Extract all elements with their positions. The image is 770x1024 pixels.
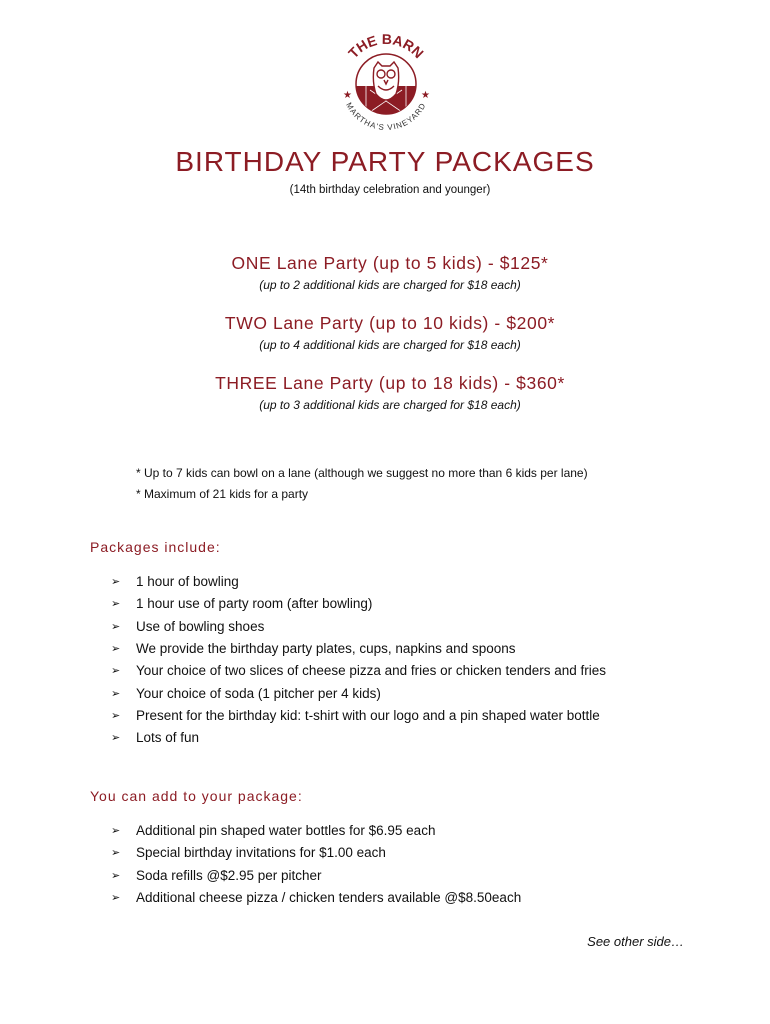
page-title: BIRTHDAY PARTY PACKAGES [175,146,595,177]
logo-bottom-text: MARTHA'S VINEYARD [344,100,428,133]
list-item-text: Soda refills @$2.95 per pitcher [136,867,322,883]
package-name: ONE Lane Party (up to 5 kids) - $125* [231,253,549,273]
arrow-bullet-icon: ➢ [111,576,121,589]
list-item [111,887,521,909]
list-item [111,727,606,749]
addons-list [111,820,521,909]
list-item [111,865,521,887]
includes-heading: Packages include: [90,539,221,555]
list-item-text: 1 hour use of party room (after bowling) [136,596,373,612]
arrow-bullet-icon: ➢ [111,892,121,905]
package-note: (up to 4 additional kids are charged for $18 each) [259,338,521,352]
package-note: (up to 2 additional kids are charged for $18 each) [259,278,521,292]
list-item-text: 1 hour of bowling [136,574,239,590]
barn-logo [330,28,442,140]
note-line: * Up to 7 kids can bowl on a lane (although we suggest no more than 6 kids per lane) [136,466,588,480]
owl-icon [373,62,398,100]
package-two-lane [0,313,770,352]
arrow-bullet-icon: ➢ [111,709,121,722]
list-item [111,682,606,704]
list-item [111,820,521,842]
list-item [111,638,606,660]
list-item [111,616,606,638]
list-item-text: Your choice of soda (1 pitcher per 4 kids) [136,685,381,701]
list-item-text: We provide the birthday party plates, cups, napkins and spoons [136,641,516,657]
arrow-bullet-icon: ➢ [111,643,121,656]
arrow-bullet-icon: ➢ [111,665,121,678]
party-notes [136,463,588,505]
list-item [111,705,606,727]
arrow-bullet-icon: ➢ [111,825,121,838]
arrow-bullet-icon: ➢ [111,869,121,882]
list-item [111,571,606,593]
list-item-text: Your choice of two slices of cheese pizza and fries or chicken tenders and fries [136,663,607,679]
see-other-side-note: See other side… [587,934,684,949]
arrow-bullet-icon: ➢ [111,620,121,633]
list-item-text: Use of bowling shoes [136,618,265,634]
list-item-text: Lots of fun [136,730,200,746]
package-note: (up to 3 additional kids are charged for $18 each) [259,398,521,412]
arrow-bullet-icon: ➢ [111,847,121,860]
list-item-text: Present for the birthday kid: t-shirt with our logo and a pin shaped water bottle [136,707,600,723]
logo-top-text: THE BARN [345,30,427,62]
list-item [111,842,521,864]
star-icon: ★ [343,90,352,101]
includes-list [111,571,606,749]
star-icon: ★ [421,90,430,101]
addons-heading: You can add to your package: [90,788,303,804]
list-item-text: Additional pin shaped water bottles for $6.95 each [136,823,436,839]
arrow-bullet-icon: ➢ [111,687,121,700]
package-name: TWO Lane Party (up to 10 kids) - $200* [224,313,556,333]
list-item-text: Additional cheese pizza / chicken tenders available @$8.50each [136,890,522,906]
page-subtitle: (14th birthday celebration and younger) [289,184,491,196]
arrow-bullet-icon: ➢ [111,732,121,745]
arrow-bullet-icon: ➢ [111,598,121,611]
package-name: THREE Lane Party (up to 18 kids) - $360* [215,373,565,393]
list-item [111,660,606,682]
list-item-text: Special birthday invitations for $1.00 each [136,845,386,861]
package-one-lane [0,253,770,292]
package-three-lane [0,373,770,412]
note-line: * Maximum of 21 kids for a party [136,487,309,501]
list-item [111,593,606,615]
